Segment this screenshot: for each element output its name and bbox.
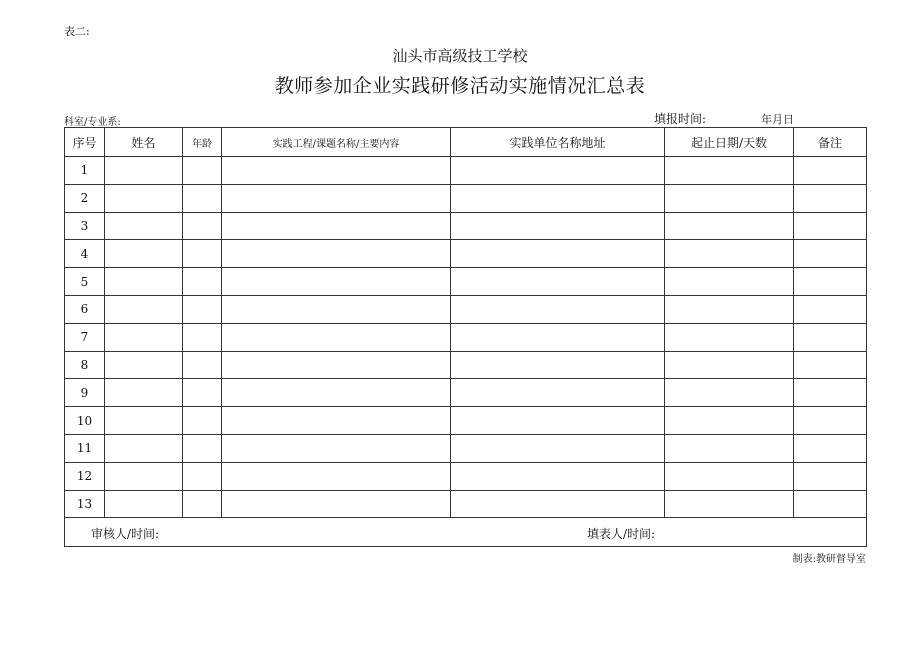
cell-project[interactable] — [222, 323, 451, 351]
cell-name[interactable] — [105, 184, 183, 212]
row-number: 5 — [65, 268, 105, 296]
row-number: 10 — [65, 407, 105, 435]
cell-dates[interactable] — [665, 295, 794, 323]
cell-age[interactable] — [183, 240, 222, 268]
cell-remarks[interactable] — [794, 434, 867, 462]
cell-name[interactable] — [105, 240, 183, 268]
row-number: 2 — [65, 184, 105, 212]
cell-dates[interactable] — [665, 490, 794, 518]
cell-age[interactable] — [183, 268, 222, 296]
table-row — [65, 268, 867, 296]
cell-company[interactable] — [451, 490, 665, 518]
table-row — [65, 462, 867, 490]
table-row — [65, 351, 867, 379]
signature-row — [65, 518, 867, 547]
cell-age[interactable] — [183, 184, 222, 212]
cell-project[interactable] — [222, 434, 451, 462]
cell-project[interactable] — [222, 351, 451, 379]
cell-project[interactable] — [222, 490, 451, 518]
cell-project[interactable] — [222, 407, 451, 435]
table-row — [65, 157, 867, 185]
cell-company[interactable] — [451, 434, 665, 462]
row-number: 11 — [65, 434, 105, 462]
table-row — [65, 434, 867, 462]
header-age: 年龄 — [183, 128, 222, 157]
cell-dates[interactable] — [665, 407, 794, 435]
header-company: 实践单位名称地址 — [451, 128, 665, 157]
header-row — [65, 128, 867, 157]
cell-company[interactable] — [451, 351, 665, 379]
cell-name[interactable] — [105, 462, 183, 490]
cell-dates[interactable] — [665, 351, 794, 379]
header-project: 实践工程/课题名称/主要内容 — [222, 128, 451, 157]
cell-project[interactable] — [222, 462, 451, 490]
table-row — [65, 407, 867, 435]
fill-date-label: 填报时间: — [654, 112, 707, 126]
cell-dates[interactable] — [665, 462, 794, 490]
cell-remarks[interactable] — [794, 462, 867, 490]
cell-remarks[interactable] — [794, 379, 867, 407]
cell-remarks[interactable] — [794, 268, 867, 296]
cell-dates[interactable] — [665, 212, 794, 240]
cell-remarks[interactable] — [794, 490, 867, 518]
cell-name[interactable] — [105, 268, 183, 296]
table-row — [65, 490, 867, 518]
cell-company[interactable] — [451, 212, 665, 240]
row-number: 6 — [65, 295, 105, 323]
cell-remarks[interactable] — [794, 407, 867, 435]
filler-label: 填表人/时间: — [587, 527, 656, 542]
cell-remarks[interactable] — [794, 212, 867, 240]
cell-age[interactable] — [183, 295, 222, 323]
table-number-label: 表二: — [64, 25, 90, 38]
table-row — [65, 212, 867, 240]
cell-name[interactable] — [105, 157, 183, 185]
signature-cell — [65, 518, 867, 547]
header-seq: 序号 — [65, 128, 105, 157]
row-number: 1 — [65, 157, 105, 185]
row-number: 13 — [65, 490, 105, 518]
table-row — [65, 323, 867, 351]
cell-project[interactable] — [222, 240, 451, 268]
cell-remarks[interactable] — [794, 295, 867, 323]
table-row — [65, 240, 867, 268]
cell-project[interactable] — [222, 295, 451, 323]
cell-dates[interactable] — [665, 268, 794, 296]
row-number: 8 — [65, 351, 105, 379]
row-number: 7 — [65, 323, 105, 351]
cell-project[interactable] — [222, 379, 451, 407]
cell-company[interactable] — [451, 157, 665, 185]
cell-name[interactable] — [105, 295, 183, 323]
cell-dates[interactable] — [665, 379, 794, 407]
cell-name[interactable] — [105, 323, 183, 351]
department-field-label: 科室/专业系: — [64, 117, 121, 128]
row-number: 12 — [65, 462, 105, 490]
cell-remarks[interactable] — [794, 323, 867, 351]
header-name: 姓名 — [105, 128, 183, 157]
table-row — [65, 295, 867, 323]
cell-remarks[interactable] — [794, 157, 867, 185]
cell-remarks[interactable] — [794, 184, 867, 212]
cell-project[interactable] — [222, 157, 451, 185]
cell-name[interactable] — [105, 351, 183, 379]
cell-company[interactable] — [451, 462, 665, 490]
cell-project[interactable] — [222, 212, 451, 240]
row-number: 3 — [65, 212, 105, 240]
cell-age[interactable] — [183, 351, 222, 379]
cell-company[interactable] — [451, 407, 665, 435]
cell-company[interactable] — [451, 240, 665, 268]
cell-project[interactable] — [222, 184, 451, 212]
header-dates: 起止日期/天数 — [665, 128, 794, 157]
cell-name[interactable] — [105, 212, 183, 240]
cell-dates[interactable] — [665, 157, 794, 185]
cell-name[interactable] — [105, 434, 183, 462]
row-number: 4 — [65, 240, 105, 268]
cell-dates[interactable] — [665, 184, 794, 212]
cell-age[interactable] — [183, 157, 222, 185]
cell-dates[interactable] — [665, 323, 794, 351]
cell-name[interactable] — [105, 379, 183, 407]
row-number: 9 — [65, 379, 105, 407]
date-units-label: 年月日 — [761, 113, 794, 126]
cell-company[interactable] — [451, 184, 665, 212]
table-row — [65, 379, 867, 407]
header-remarks: 备注 — [794, 128, 867, 157]
cell-dates[interactable] — [665, 240, 794, 268]
summary-table — [64, 127, 867, 547]
cell-name[interactable] — [105, 490, 183, 518]
cell-company[interactable] — [451, 295, 665, 323]
table-row — [65, 184, 867, 212]
cell-age[interactable] — [183, 462, 222, 490]
cell-name[interactable] — [105, 407, 183, 435]
cell-project[interactable] — [222, 268, 451, 296]
cell-remarks[interactable] — [794, 240, 867, 268]
cell-age[interactable] — [183, 212, 222, 240]
cell-age[interactable] — [183, 434, 222, 462]
maker-label: 制表:教研督导室 — [792, 554, 866, 565]
cell-company[interactable] — [451, 323, 665, 351]
cell-dates[interactable] — [665, 434, 794, 462]
cell-age[interactable] — [183, 407, 222, 435]
cell-company[interactable] — [451, 268, 665, 296]
cell-age[interactable] — [183, 490, 222, 518]
school-name: 汕头市高级技工学校 — [392, 47, 528, 65]
cell-age[interactable] — [183, 323, 222, 351]
reviewer-label: 审核人/时间: — [91, 527, 160, 542]
cell-remarks[interactable] — [794, 351, 867, 379]
cell-company[interactable] — [451, 379, 665, 407]
cell-age[interactable] — [183, 379, 222, 407]
form-title: 教师参加企业实践研修活动实施情况汇总表 — [274, 75, 646, 97]
